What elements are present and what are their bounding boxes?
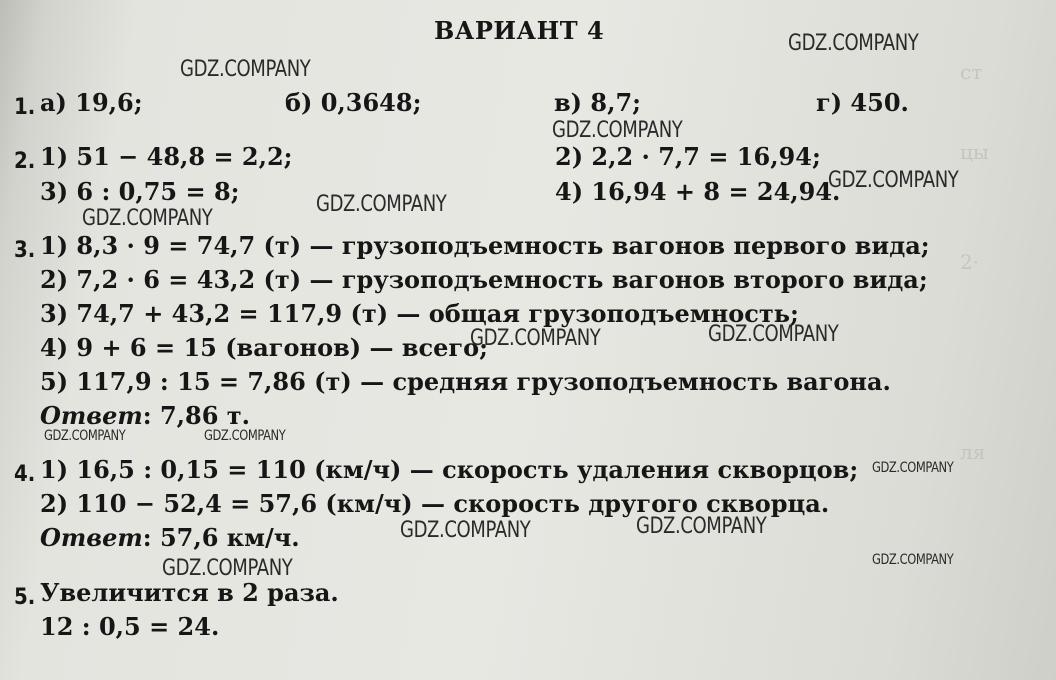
watermark: GDZ.COMPANY: [552, 118, 683, 143]
task2-step-1: 1) 51 − 48,8 = 2,2;: [40, 142, 293, 171]
task4-step-2: 2) 110 − 52,4 = 57,6 (км/ч) — скорость другого скворца.: [40, 489, 830, 518]
task5-line-1: Увеличится в 2 раза.: [40, 578, 339, 607]
watermark: GDZ.COMPANY: [470, 326, 601, 351]
task3-step-3: 3) 74,7 + 43,2 = 117,9 (т) — общая грузоподъемность;: [40, 299, 799, 328]
watermark: GDZ.COMPANY: [788, 31, 919, 56]
task3-number: 3.: [14, 238, 36, 263]
watermark: GDZ.COMPANY: [180, 57, 311, 82]
answer-label: Ответ: [40, 523, 143, 552]
task1-answer-g: г) 450.: [816, 88, 909, 117]
task1-number: 1.: [14, 95, 36, 120]
watermark: GDZ.COMPANY: [872, 552, 954, 568]
answer-value: : 7,86 т.: [142, 401, 250, 430]
task2-step-4: 4) 16,94 + 8 = 24,94.: [555, 177, 841, 206]
answer-value: : 57,6 км/ч.: [142, 523, 300, 552]
watermark: GDZ.COMPANY: [400, 518, 531, 543]
answer-label: Ответ: [40, 401, 143, 430]
task2-step-2: 2) 2,2 · 7,7 = 16,94;: [555, 142, 821, 171]
bleed-through-text: ст: [960, 60, 983, 84]
task2-number: 2.: [14, 149, 36, 174]
task2-step-3: 3) 6 : 0,75 = 8;: [40, 177, 240, 206]
page-title: ВАРИАНТ 4: [434, 16, 605, 45]
task3-step-4: 4) 9 + 6 = 15 (вагонов) — всего;: [40, 333, 488, 362]
watermark: GDZ.COMPANY: [162, 556, 293, 581]
task4-step-1: 1) 16,5 : 0,15 = 110 (км/ч) — скорость удаления скворцов;: [40, 455, 859, 484]
watermark: GDZ.COMPANY: [708, 322, 839, 347]
task3-step-1: 1) 8,3 · 9 = 74,7 (т) — грузоподъемность вагонов первого вида;: [40, 231, 930, 260]
watermark: GDZ.COMPANY: [636, 514, 767, 539]
watermark: GDZ.COMPANY: [204, 428, 286, 444]
watermark: GDZ.COMPANY: [872, 460, 954, 476]
task5-number: 5.: [14, 585, 36, 610]
watermark: GDZ.COMPANY: [316, 192, 447, 217]
bleed-through-text: ля: [960, 440, 986, 464]
task3-answer: [40, 401, 250, 431]
task1-answer-b: б) 0,3648;: [285, 88, 422, 117]
watermark: GDZ.COMPANY: [82, 206, 213, 231]
task4-answer: [40, 523, 300, 553]
task1-answer-v: в) 8,7;: [554, 88, 641, 117]
watermark: GDZ.COMPANY: [828, 168, 959, 193]
task1-answer-a: а) 19,6;: [40, 88, 143, 117]
task4-number: 4.: [14, 462, 36, 487]
watermark: GDZ.COMPANY: [44, 428, 126, 444]
bleed-through-text: 2·: [960, 250, 980, 274]
task3-step-5: 5) 117,9 : 15 = 7,86 (т) — средняя грузоподъемность вагона.: [40, 367, 891, 396]
bleed-through-text: цы: [960, 140, 989, 164]
task5-line-2: 12 : 0,5 = 24.: [40, 612, 220, 641]
task3-step-2: 2) 7,2 · 6 = 43,2 (т) — грузоподъемность вагонов второго вида;: [40, 265, 928, 294]
